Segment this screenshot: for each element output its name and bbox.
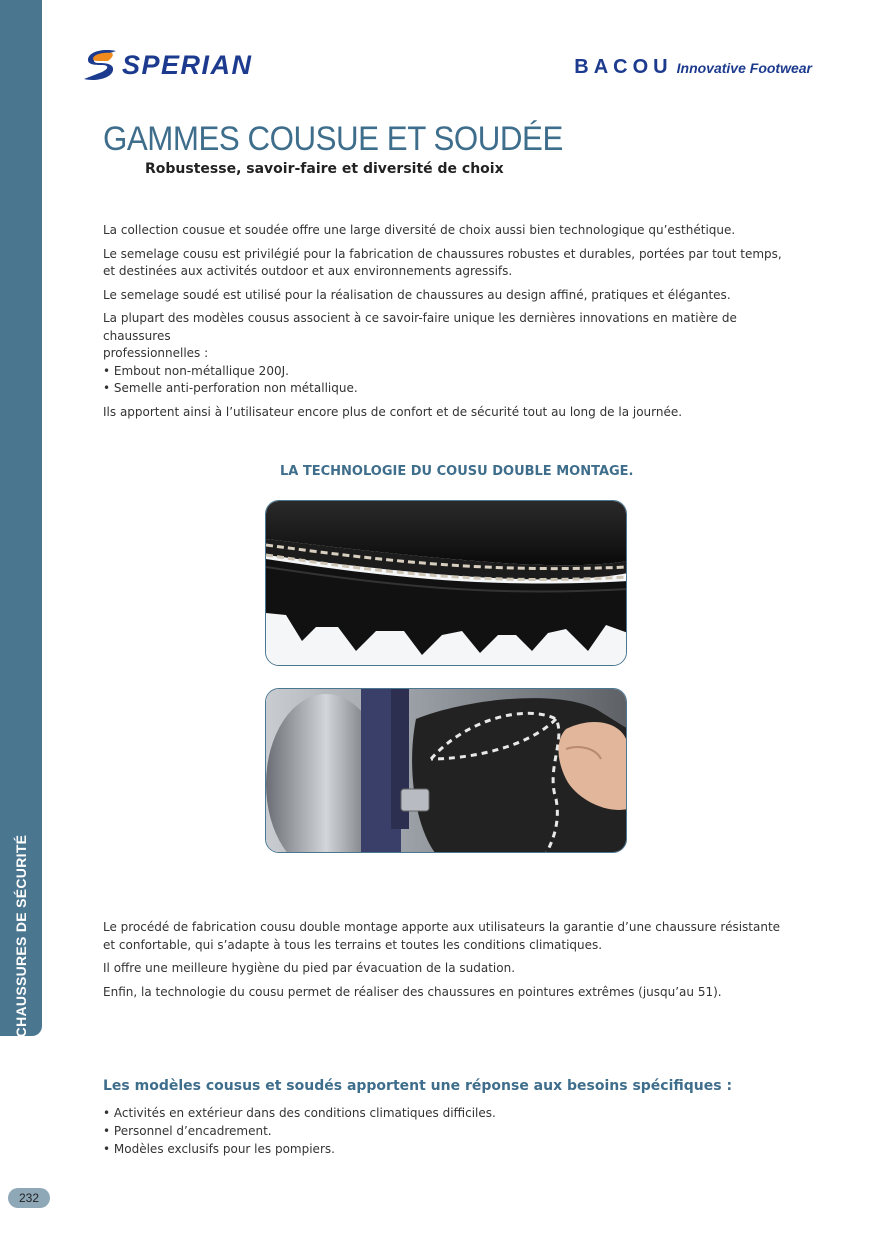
- intro-p4-line-2: professionnelles :: [103, 346, 209, 360]
- intro-paragraph-5: Ils apportent ainsi à l’utilisateur encore plus de confort et de sécurité tout au long de la journée.: [103, 404, 683, 419]
- page-subtitle: Robustesse, savoir-faire et diversité de choix: [145, 161, 504, 177]
- list-item: • Activités en extérieur dans des conditions climatiques difficiles.: [103, 1104, 496, 1122]
- intro-p2-line-1: Le semelage cousu est privilégié pour la fabrication de chaussures robustes et durables, portées par tout temps,: [103, 246, 782, 261]
- process-p1-line-2: et confortable, qui s’adapte à tous les terrains et toutes les conditions climatiques.: [103, 937, 603, 952]
- intro-p4-bullet-2: • Semelle anti-perforation non métallique.: [103, 381, 358, 395]
- intro-text: [103, 222, 803, 427]
- page-title: GAMMES COUSUE ET SOUDÉE: [103, 120, 563, 158]
- intro-p4-line-1: La plupart des modèles cousus associent à ce savoir-faire unique les dernières innovations en matière de chaussures: [103, 311, 737, 343]
- intro-paragraph-3: Le semelage soudé est utilisé pour la réalisation de chaussures au design affiné, pratiques et élégantes.: [103, 287, 731, 302]
- list-item: • Personnel d’encadrement.: [103, 1122, 496, 1140]
- intro-p4-bullet-1: • Embout non-métallique 200J.: [103, 363, 289, 378]
- list-item: • Modèles exclusifs pour les pompiers.: [103, 1140, 496, 1158]
- stitched-sole-photo: [265, 500, 627, 666]
- intro-paragraph-4: [103, 310, 803, 398]
- besoins-list: [103, 1104, 496, 1158]
- sidebar-label: CHAUSSURES DE SÉCURITÉ: [13, 834, 29, 1038]
- process-paragraph-1: [103, 919, 803, 954]
- intro-paragraph-1: La collection cousue et soudée offre une large diversité de choix aussi bien technologique qu’esthétique.: [103, 223, 736, 237]
- technology-title: LA TECHNOLOGIE DU COUSU DOUBLE MONTAGE.: [280, 464, 634, 479]
- sperian-logo: [82, 48, 253, 82]
- sperian-wordmark: SPERIAN: [122, 49, 253, 80]
- bacou-logo: [574, 56, 812, 79]
- process-paragraph-3: Enfin, la technologie du cousu permet de réaliser des chaussures en pointures extrêmes (jusqu’au 51).: [103, 984, 722, 999]
- process-text: [103, 919, 803, 1007]
- besoins-title: Les modèles cousus et soudés apportent une réponse aux besoins spécifiques :: [103, 1078, 733, 1094]
- sperian-swoosh-icon: [82, 48, 118, 82]
- page-number: 232: [8, 1188, 50, 1208]
- process-p1-line-1: Le procédé de fabrication cousu double montage apporte aux utilisateurs la garantie d’une chaussure résistante: [103, 920, 781, 934]
- intro-p2-line-2: et destinées aux activités outdoor et aux environnements agressifs.: [103, 264, 513, 278]
- sidebar-band: [0, 0, 42, 1036]
- process-paragraph-2: Il offre une meilleure hygiène du pied par évacuation de la sudation.: [103, 961, 516, 975]
- intro-paragraph-2: [103, 246, 803, 281]
- welding-process-photo: [265, 688, 627, 853]
- bacou-wordmark: BACOU: [574, 56, 673, 78]
- bacou-tagline: Innovative Footwear: [676, 60, 812, 76]
